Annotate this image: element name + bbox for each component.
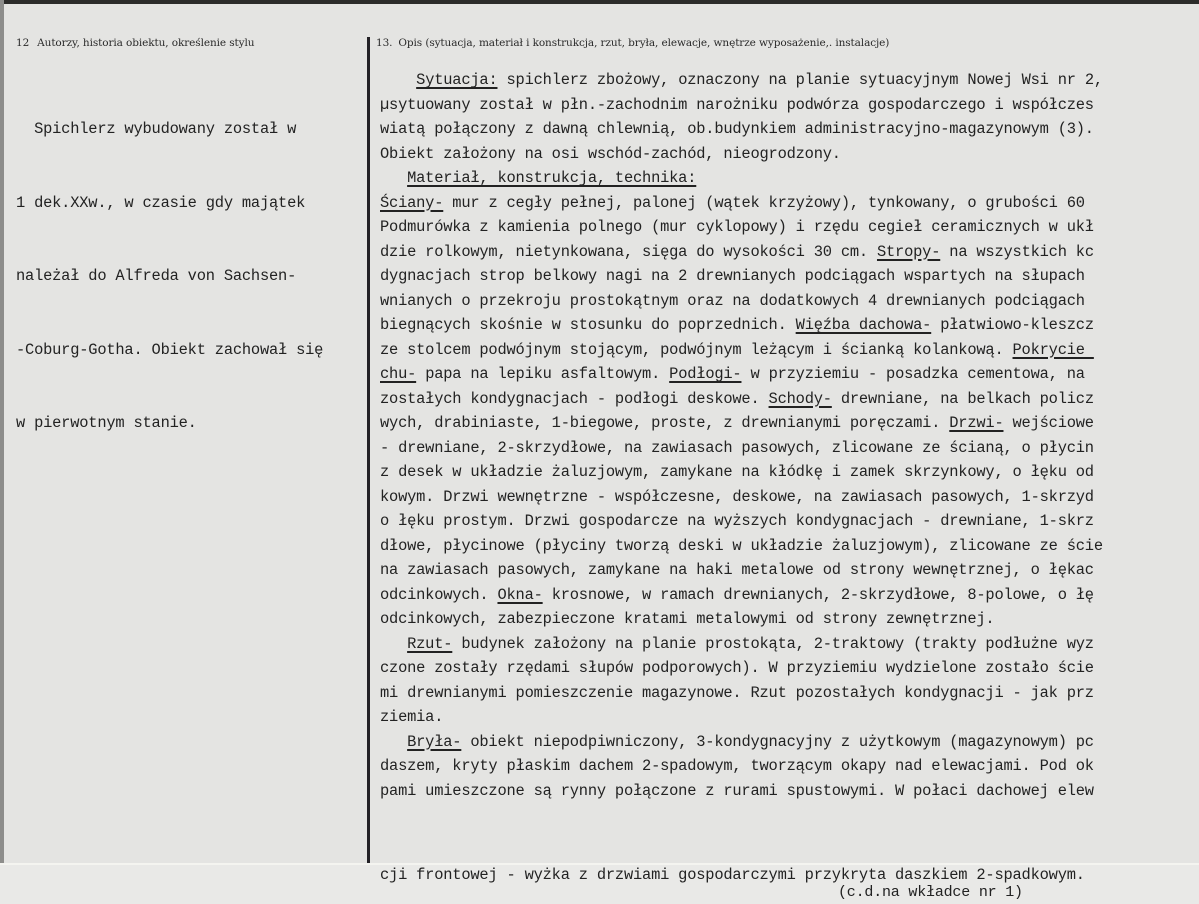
underlined-heading: Więźba dachowa-	[795, 316, 932, 334]
text-segment	[380, 71, 416, 89]
text-segment: wiatą połączony z dawną chlewnią, ob.budynkiem administracyjno-magazynowym (3).	[380, 120, 1094, 138]
text-line	[380, 558, 1199, 583]
text-line: należał do Alfreda von Sachsen-	[16, 267, 297, 285]
text-line	[380, 705, 1199, 730]
text-line: Spichlerz wybudowany został w	[16, 120, 297, 138]
text-segment: drewniane, na belkach policz	[831, 389, 1094, 408]
text-segment: Obiekt założony na osi wschód-zachód, nieogrodzony.	[380, 144, 841, 163]
text-line	[380, 607, 1199, 632]
text-line	[380, 436, 1199, 461]
text-segment: wych, drabiniaste, 1-biegowe, proste, z drewnianymi poręczami.	[380, 414, 950, 432]
text-segment: kowym. Drzwi wewnętrzne - współczesne, deskowe, na zawiasach pasowych, 1-skrzyd	[380, 487, 1094, 506]
text-segment: mi drewnianymi pomieszczenie magazynowe. Rzut pozostałych kondygnacji - jak prz	[380, 683, 1094, 702]
underlined-heading: Podłogi-	[669, 365, 742, 383]
underlined-heading: chu-	[380, 365, 417, 383]
text-segment: na wszystkich kc	[940, 242, 1094, 261]
text-segment: na zawiasach pasowych, zamykane na haki metalowe od strony wewnętrznej, o łękac	[380, 561, 1094, 579]
underlined-heading: Okna-	[497, 585, 543, 604]
text-line	[380, 387, 1199, 412]
text-segment: z desek w układzie żaluzjowym, zamykane na kłódkę i zamek skrzynkowy, o łęku od	[380, 463, 1094, 481]
text-line	[380, 779, 1199, 804]
column-divider	[367, 37, 370, 864]
underlined-heading: Stropy-	[876, 242, 941, 261]
text-segment	[380, 635, 407, 653]
text-line: w pierwotnym stanie.	[16, 414, 197, 432]
text-line	[380, 656, 1199, 681]
text-line	[380, 485, 1199, 510]
text-segment: dłowe, płycinowe (płyciny tworzą deski w układzie żaluzjowym), zlicowane ze ście	[380, 536, 1103, 555]
text-line	[380, 68, 1199, 93]
text-segment: dygnacjach strop belkowy nagi na 2 drewnianych podciągach wspartych na słupach	[380, 267, 1085, 285]
text-segment: dzie rolkowym, nietynkowana, sięga do wysokości 30 cm.	[380, 242, 877, 261]
underlined-heading: Pokrycie	[1012, 340, 1094, 359]
text-segment: o łęku prostym. Drzwi gospodarcze na wyższych kondygnacjach - drewniane, 1-skrz	[380, 512, 1094, 530]
continuation-note: (c.d.na wkładce nr 1)	[838, 884, 1023, 901]
text-segment: czone zostały rzędami słupów podporowych). W przyziemiu wydzielone zostało ście	[380, 659, 1094, 677]
text-segment	[380, 733, 407, 751]
text-segment: wnianych o przekroju prostokątnym oraz na dodatkowych 4 drewnianych podciągach	[380, 291, 1085, 310]
continuation-line: cji frontowej - wyżka z drzwiami gospodarczymi przykryta daszkiem 2-spadkowym.	[380, 866, 1085, 884]
underlined-heading: Sytuacja:	[416, 71, 498, 89]
underlined-heading: Ściany-	[380, 193, 444, 212]
section-12-title: Autorzy, historia obiektu, określenie stylu	[37, 37, 255, 49]
text-segment: odcinkowych, zabezpieczone kratami metalowymi od strony zewnętrznej.	[380, 610, 995, 628]
text-segment	[380, 169, 407, 187]
section-12-header	[16, 37, 254, 49]
text-segment: mur z cegły pełnej, palonej (wątek krzyżowy), tynkowany, o grubości 60	[443, 193, 1085, 212]
text-segment: krosnowe, w ramach drewnianych, 2-skrzydłowe, 8-polowe, o łę	[542, 585, 1094, 604]
text-line	[380, 632, 1199, 657]
text-line	[380, 460, 1199, 485]
text-line	[380, 338, 1199, 363]
text-segment: pami umieszczone są rynny połączone z rurami spustowymi. W połaci dachowej elew	[380, 781, 1094, 800]
page-left-edge	[0, 0, 4, 866]
text-segment: - drewniane, 2-skrzydłowe, na zawiasach pasowych, zlicowane ze ścianą, o płycin	[380, 438, 1094, 457]
underlined-heading: Materiał, konstrukcja, technika:	[407, 169, 697, 187]
section-13-title: Opis (sytuacja, materiał i konstrukcja, rzut, bryła, elewacje, wnętrze wyposażenie,. instalacje)	[398, 37, 890, 49]
text-segment: w przyziemiu - posadzka cementowa, na	[741, 365, 1085, 383]
text-line	[380, 191, 1199, 216]
text-line: 1 dek.XXw., w czasie gdy majątek	[16, 193, 306, 212]
text-line	[380, 583, 1199, 608]
underlined-heading: Rzut-	[407, 634, 453, 653]
underlined-heading: Drzwi-	[949, 414, 1004, 432]
text-segment: ziemia.	[380, 708, 444, 726]
section-12-body	[16, 68, 361, 485]
text-segment: daszem, kryty płaskim dachem 2-spadowym, tworzącym okapy nad elewacjami. Pod ok	[380, 757, 1094, 775]
text-line	[380, 166, 1199, 191]
section-13-header	[376, 37, 889, 49]
section-13-number: 13.	[376, 37, 393, 49]
text-line	[380, 117, 1199, 142]
text-segment: odcinkowych.	[380, 585, 498, 604]
text-segment: obiekt niepodpiwniczony, 3-kondygnacyjny z użytkowym (magazynowym) pc	[461, 732, 1094, 751]
underlined-heading: Schody-	[768, 389, 832, 408]
text-segment: ze stolcem podwójnym stojącym, podwójnym leżącym i ścianką kolankową.	[380, 340, 1013, 359]
text-segment: budynek założony na planie prostokąta, 2-traktowy (trakty podłużne wyz	[452, 634, 1094, 653]
text-line	[380, 93, 1199, 118]
text-line	[380, 509, 1199, 534]
page-top-edge	[0, 0, 1199, 4]
text-segment: spichlerz zbożowy, oznaczony na planie sytuacyjnym Nowej Wsi nr 2,	[497, 71, 1103, 89]
text-line	[380, 411, 1199, 436]
text-line	[380, 362, 1199, 387]
text-segment: płatwiowo-kleszcz	[931, 316, 1094, 334]
text-segment: zostałych kondygnacjach - podłogi deskowe.	[380, 389, 769, 408]
text-line	[380, 264, 1199, 289]
text-line	[380, 534, 1199, 559]
underlined-heading: Bryła-	[407, 732, 462, 751]
text-line	[380, 215, 1199, 240]
text-line: -Coburg-Gotha. Obiekt zachował się	[16, 340, 324, 359]
text-line	[380, 142, 1199, 167]
text-segment: papa na lepiku asfaltowym.	[416, 365, 670, 383]
text-line	[380, 754, 1199, 779]
text-segment: µsytuowany został w płn.-zachodnim narożniku podwórza gospodarczego i współczes	[380, 95, 1094, 114]
text-line	[380, 730, 1199, 755]
text-segment: biegnących skośnie w stosunku do poprzednich.	[380, 316, 796, 334]
text-line	[380, 240, 1199, 265]
text-line	[380, 313, 1199, 338]
text-segment: wejściowe	[1003, 414, 1094, 432]
text-line	[380, 681, 1199, 706]
section-12-number: 12	[16, 37, 30, 49]
text-segment: Podmurówka z kamienia polnego (mur cyklopowy) i rzędu cegieł ceramicznych w ukł	[380, 218, 1094, 236]
section-13-body	[380, 68, 1199, 803]
text-line	[380, 289, 1199, 314]
